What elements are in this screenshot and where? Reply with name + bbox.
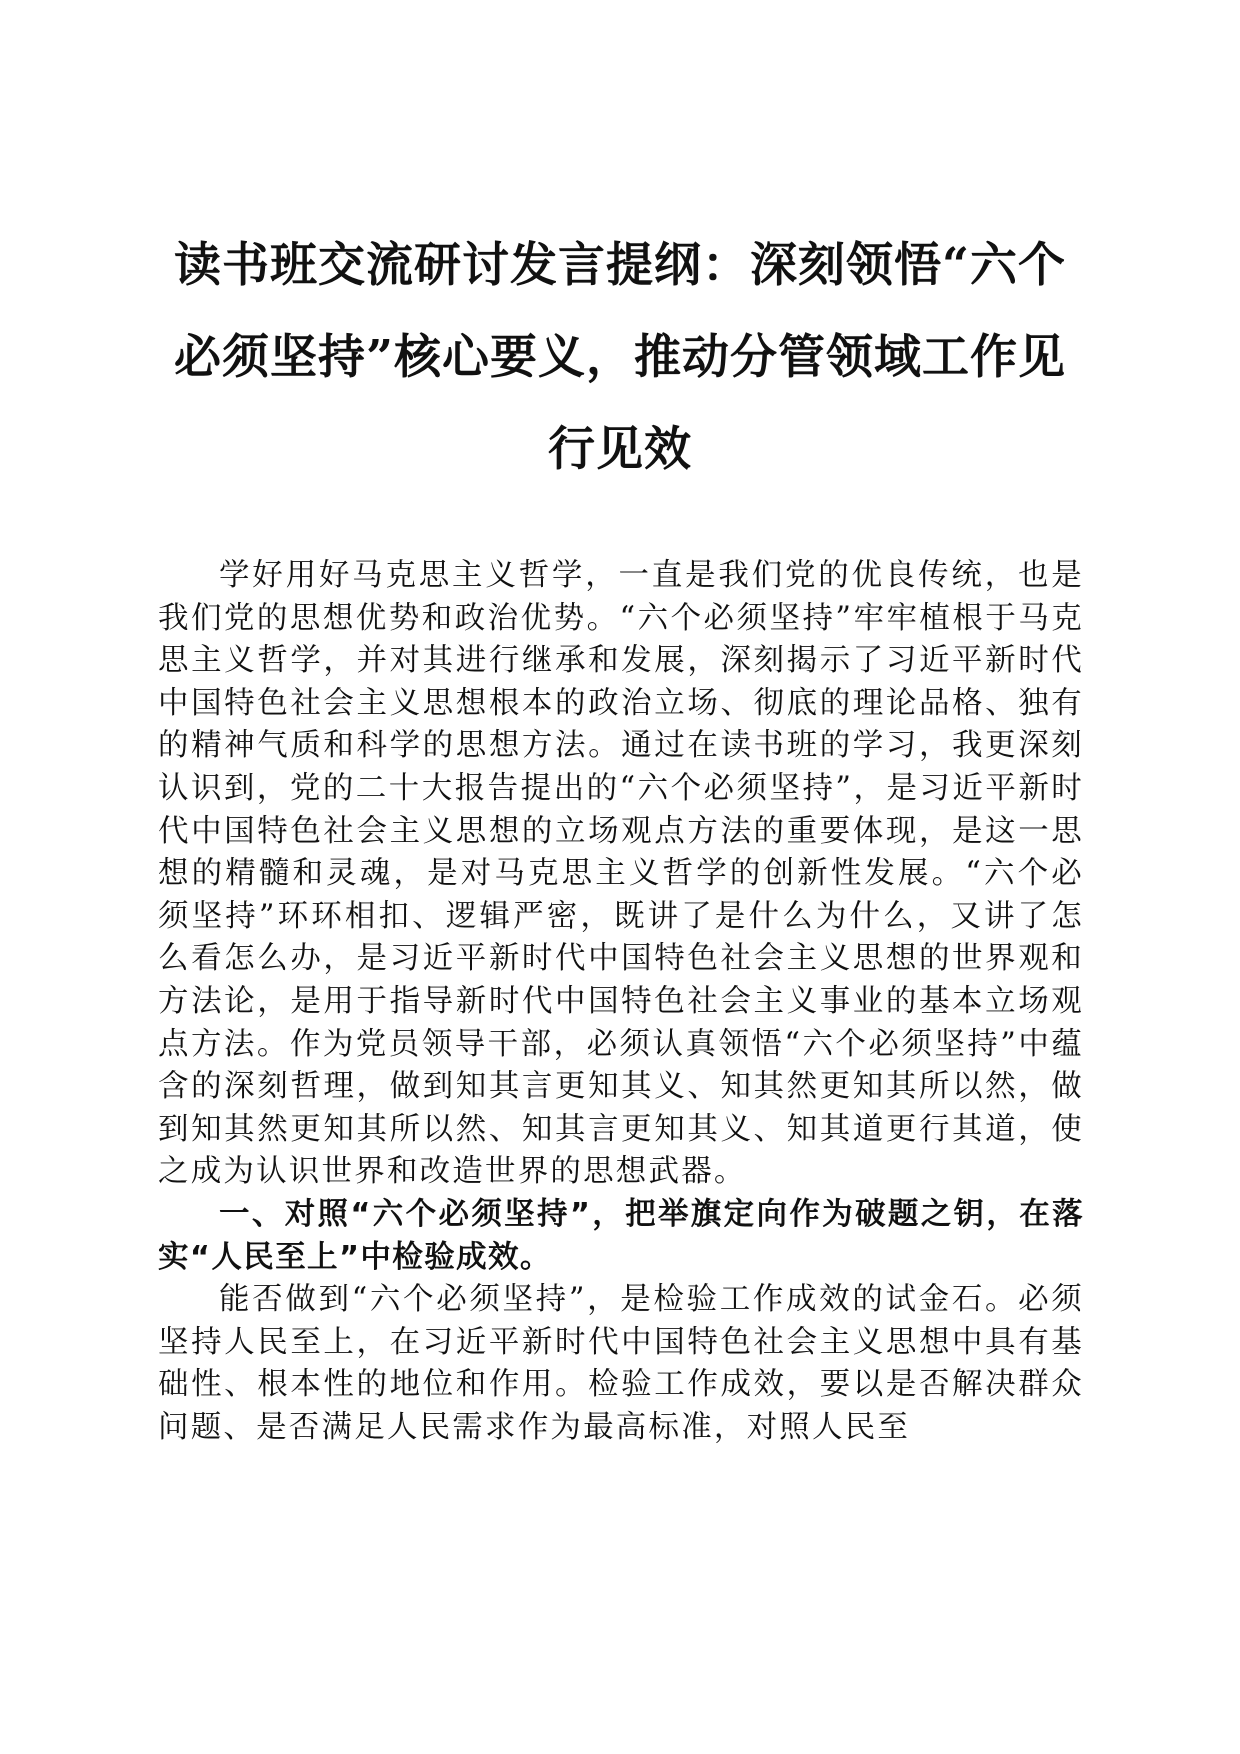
section-1-paragraph: 能否做到“六个必须坚持”，是检验工作成效的试金石。必须坚持人民至上，在习近平新时代中国特色社会主义思想中具有基础性、根本性的地位和作用。检验工作成效，要以是否解决群众问题、是否满足人民需求作为最高标准，对照人民至	[158, 1282, 1084, 1445]
document-body	[158, 555, 1084, 1449]
document-title: 读书班交流研讨发言提纲：深刻领悟“六个必须坚持”核心要义，推动分管领域工作见行见效	[173, 238, 1067, 477]
intro-paragraph: 学好用好马克思主义哲学，一直是我们党的优良传统，也是我们党的思想优势和政治优势。“六个必须坚持”牢牢植根于马克思主义哲学，并对其进行继承和发展，深刻揭示了习近平新时代中国特色社会主义思想根本的政治立场、彻底的理论品格、独有的精神气质和科学的思想方法。通过在读书班的学习，我更深刻认识到，党的二十大报告提出的“六个必须坚持”，是习近平新时代中国特色社会主义思想的立场观点方法的重要体现，是这一思想的精髓和灵魂，是对马克思主义哲学的创新性发展。“六个必须坚持”环环相扣、逻辑严密，既讲了是什么为什么，又讲了怎么看怎么办，是习近平新时代中国特色社会主义思想的世界观和方法论，是用于指导新时代中国特色社会主义事业的基本立场观点方法。作为党员领导干部，必须认真领悟“六个必须坚持”中蕴含的深刻哲理，做到知其言更知其义、知其然更知其所以然，做到知其然更知其所以然、知其言更知其义、知其道更行其道，使之成为认识世界和改造世界的思想武器。	[158, 558, 1084, 1190]
section-heading-1: 一、对照“六个必须坚持”，把举旗定向作为破题之钥，在落实“人民至上”中检验成效。	[158, 1196, 1084, 1275]
